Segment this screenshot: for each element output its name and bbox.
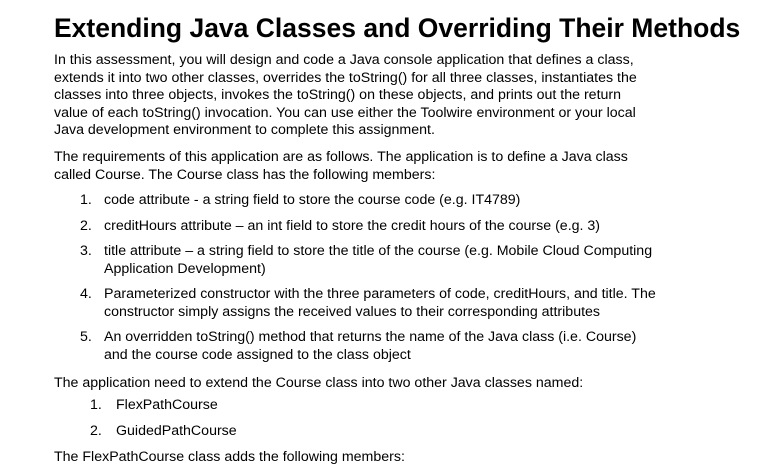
list-number: 1. (90, 397, 102, 413)
list-item-text (104, 192, 754, 210)
requirements-paragraph (54, 149, 754, 184)
list-item-line: title attribute – a string field to store the title of the course (e.g. Mobile Cloud Computing (104, 243, 653, 259)
flexpath-paragraph (54, 449, 754, 467)
flexpath-line: The FlexPathCourse class adds the following members: (54, 449, 405, 465)
list-number: 4. (80, 286, 92, 302)
requirements-line: called Course. The Course class has the following members: (54, 166, 436, 183)
list-item-text (104, 329, 754, 364)
list-number: 1. (80, 192, 92, 208)
list-item-line: Parameterized constructor with the three parameters of code, creditHours, and title. The (104, 286, 656, 302)
list-item-line: code attribute - a string field to store the course code (e.g. IT4789) (104, 192, 521, 208)
list-item-text (104, 243, 754, 278)
course-members-list (54, 192, 754, 364)
list-item-text (104, 218, 754, 236)
list-number: 3. (80, 243, 92, 259)
page-title: Extending Java Classes and Overriding Their Methods (54, 13, 741, 43)
intro-line: In this assessment, you will design and code a Java console application that defines a class, (54, 52, 634, 68)
list-item (54, 423, 754, 441)
list-number: 2. (90, 422, 102, 439)
subclass-list (54, 397, 754, 440)
list-item-text: FlexPathCourse (116, 397, 218, 413)
list-item (54, 192, 754, 210)
list-item (54, 286, 754, 321)
list-number: 5. (80, 329, 92, 345)
intro-line: value of each toString() invocation. You can use either the Toolwire environment or your local (54, 104, 636, 121)
list-number: 2. (80, 217, 92, 234)
extend-paragraph (54, 375, 754, 393)
list-item-text (104, 286, 754, 321)
list-item-line: Application Development) (104, 260, 266, 277)
requirements-line: The requirements of this application are as follows. The application is to define a Java class (54, 149, 628, 165)
list-item (54, 218, 754, 236)
intro-paragraph (54, 52, 754, 140)
intro-line: extends it into two other classes, overrides the toString() for all three classes, instantiates the (54, 69, 637, 86)
list-item-text: GuidedPathCourse (116, 422, 237, 439)
list-item (54, 329, 754, 364)
intro-line: classes into three objects, invokes the toString() on these objects, and prints out the return (54, 87, 622, 103)
extend-line: The application need to extend the Course class into two other Java classes named: (54, 375, 584, 391)
list-item-line: An overridden toString() method that returns the name of the Java class (i.e. Course) (104, 329, 637, 345)
list-item-line: creditHours attribute – an int field to store the credit hours of the course (e.g. 3) (104, 217, 601, 234)
list-item-line: constructor simply assigns the received values to their corresponding attributes (104, 303, 601, 320)
intro-line: Java development environment to complete this assignment. (54, 122, 435, 138)
list-item (54, 397, 754, 415)
list-item-line: and the course code assigned to the class object (104, 346, 411, 363)
list-item (54, 243, 754, 278)
